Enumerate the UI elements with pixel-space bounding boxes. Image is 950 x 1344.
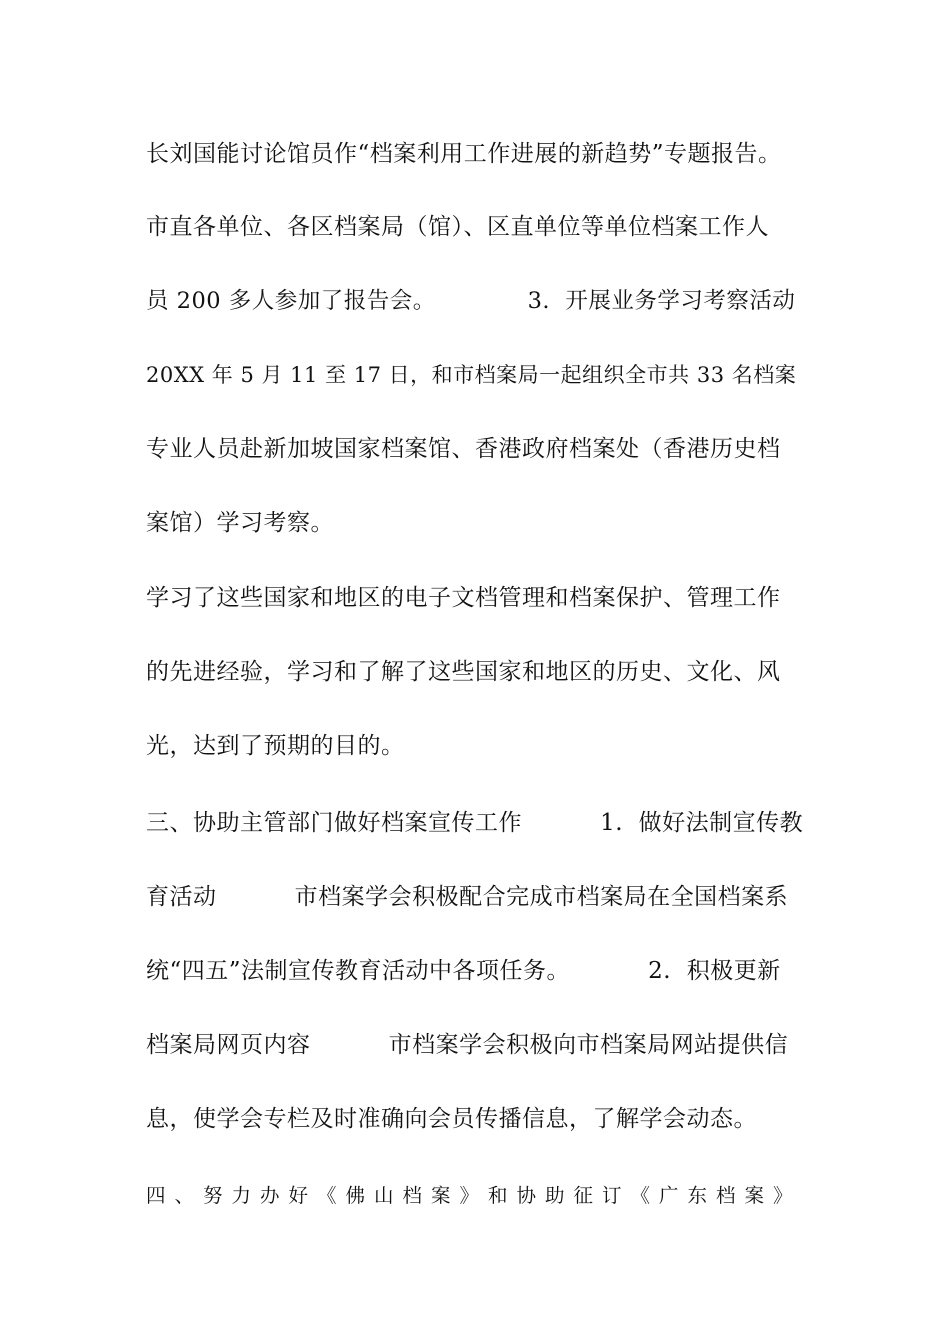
text-line-7: 学习了这些国家和地区的电子文档管理和档案保护、管理工作 xyxy=(146,585,781,611)
text-line-3: 员 200 多人参加了报告会。 3. 开展业务学习考察活动 xyxy=(146,288,796,314)
text-line-11: 育活动 市档案学会积极配合完成市档案局在全国档案系 xyxy=(146,884,789,910)
text-line-9: 光，达到了预期的目的。 xyxy=(146,733,405,759)
text-line-2: 市直各单位、各区档案局（馆）、区直单位等单位档案工作人 xyxy=(146,214,769,240)
text-line-8: 的先进经验，学习和了解了这些国家和地区的历史、文化、风 xyxy=(146,659,781,685)
text-line-15: 四、努力办好《佛山档案》和协助征订《广东档案》 xyxy=(146,1184,802,1207)
text-line-13: 档案局网页内容 市档案学会积极向市档案局网站提供信 xyxy=(146,1032,789,1058)
text-line-5: 专业人员赴新加坡国家档案馆、香港政府档案处（香港历史档 xyxy=(146,436,781,462)
text-line-6: 案馆）学习考察。 xyxy=(146,510,334,536)
text-line-10: 三、协助主管部门做好档案宣传工作 1. 做好法制宣传教 xyxy=(146,810,804,836)
text-line-14: 息，使学会专栏及时准确向会员传播信息，了解学会动态。 xyxy=(146,1106,757,1132)
text-line-1: 长刘国能讨论馆员作“档案利用工作进展的新趋势”专题报告。 xyxy=(146,141,782,167)
text-line-12: 统“四五”法制宣传教育活动中各项任务。 2. 积极更新 xyxy=(146,958,781,984)
text-line-4: 20XX 年 5 月 11 至 17 日，和市档案局一起组织全市共 33 名档案 xyxy=(146,363,797,387)
